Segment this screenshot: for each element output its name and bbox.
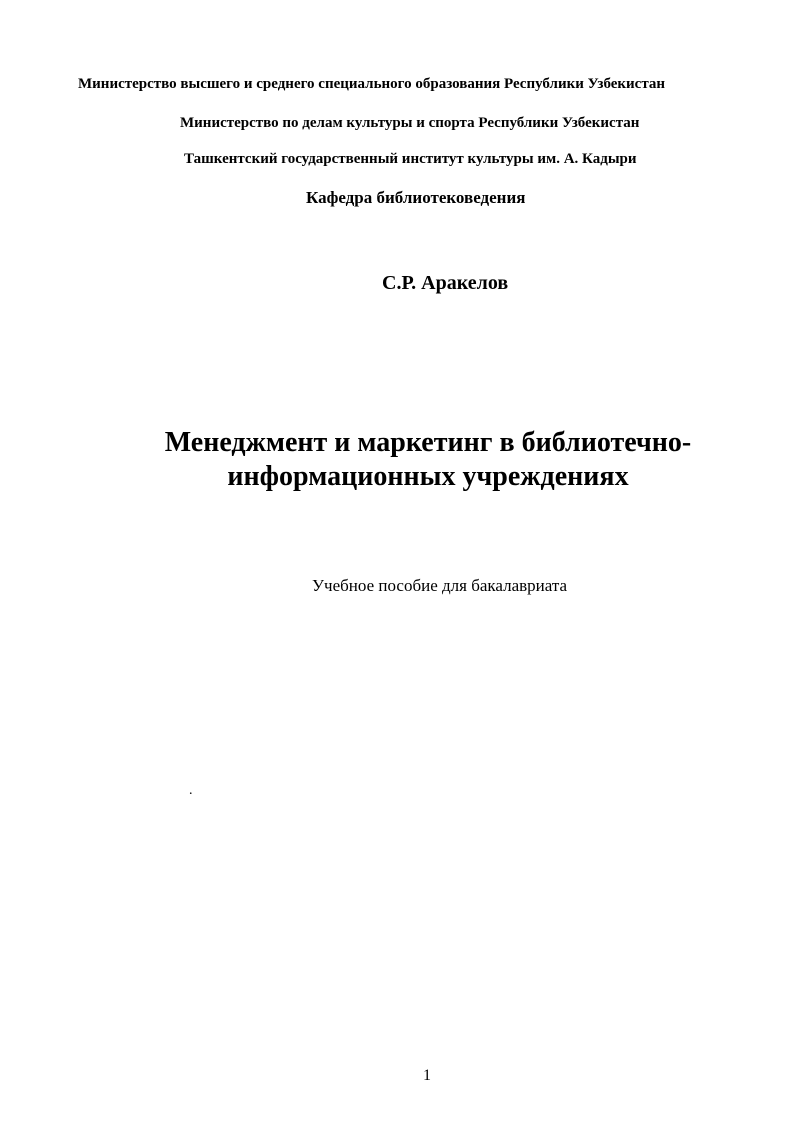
ministry-higher-education-heading: Министерство высшего и среднего специального образования Республики Узбекистан	[78, 76, 666, 92]
stray-dot: .	[189, 783, 193, 798]
ministry-culture-sport-heading: Министерство по делам культуры и спорта Республики Узбекистан	[180, 115, 640, 131]
document-title	[100, 426, 756, 494]
title-line-2: информационных учреждениях	[227, 461, 629, 492]
page-number: 1	[423, 1067, 431, 1084]
author-name: С.Р. Аракелов	[382, 272, 509, 294]
document-subtitle: Учебное пособие для бакалавриата	[312, 576, 568, 595]
title-line-1: Менеджмент и маркетинг в библиотечно-	[164, 427, 692, 458]
institute-heading: Ташкентский государственный институт культуры им. А. Кадыри	[184, 151, 637, 167]
department-heading: Кафедра библиотековедения	[306, 188, 526, 207]
